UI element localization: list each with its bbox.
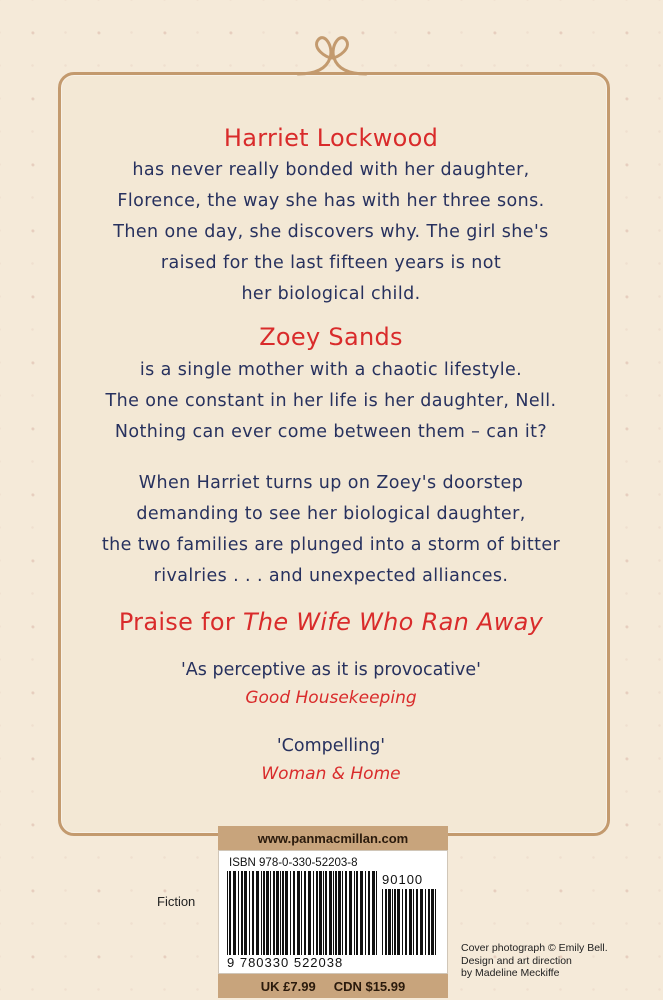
text-line: demanding to see her biological daughter, bbox=[136, 504, 526, 524]
barcode-bar bbox=[263, 871, 265, 955]
barcode-bar bbox=[280, 871, 281, 955]
isbn-text: ISBN 978-0-330-52203-8 bbox=[229, 857, 358, 869]
paragraph-harriet bbox=[58, 155, 604, 310]
barcode-bar bbox=[372, 871, 375, 955]
addon-barcode-bars bbox=[382, 889, 436, 955]
barcode-bar bbox=[431, 889, 434, 955]
text-line: her biological child. bbox=[241, 284, 421, 304]
barcode-bar bbox=[304, 871, 306, 955]
praise-quote-1 bbox=[58, 656, 604, 712]
barcode-bar bbox=[333, 871, 334, 955]
praise-heading-prefix: Praise for bbox=[118, 608, 243, 636]
barcode-bar bbox=[323, 871, 324, 955]
barcode-bar bbox=[392, 889, 393, 955]
barcode-bar bbox=[319, 871, 322, 955]
barcode-bar bbox=[293, 871, 295, 955]
credit-line: Cover photograph © Emily Bell. bbox=[461, 942, 608, 954]
text-line: raised for the last fifteen years is not bbox=[160, 253, 502, 273]
ribbon-loop-ornament bbox=[296, 18, 368, 84]
barcode-bar bbox=[349, 871, 352, 955]
barcode-bar bbox=[233, 871, 236, 955]
barcode-bar bbox=[285, 871, 288, 955]
barcode-bar bbox=[256, 871, 259, 955]
credit-line: Design and art direction bbox=[461, 954, 572, 967]
barcode-box bbox=[218, 850, 448, 974]
paragraph-plot bbox=[58, 468, 604, 592]
barcode-bar bbox=[368, 871, 370, 955]
text-line: Then one day, she discovers why. The girl she's bbox=[113, 222, 549, 242]
barcode-bar bbox=[402, 889, 403, 955]
price-code: 90100 bbox=[382, 872, 424, 887]
barcode-bar bbox=[241, 871, 243, 955]
genre-label: Fiction bbox=[157, 894, 196, 909]
barcode-bar bbox=[282, 871, 284, 955]
paragraph-zoey bbox=[58, 355, 604, 448]
barcode-block bbox=[218, 826, 448, 998]
barcode-bar bbox=[397, 889, 400, 955]
barcode-bar bbox=[335, 871, 337, 955]
price-cdn: CDN $15.99 bbox=[333, 978, 406, 994]
text-line: The one constant in her life is her daughter, Nell. bbox=[105, 391, 557, 411]
barcode-bar bbox=[301, 871, 302, 955]
text-line: has never really bonded with her daughter, bbox=[132, 160, 530, 180]
barcode-bar bbox=[360, 871, 363, 955]
barcode-bar bbox=[376, 871, 377, 955]
barcode-bar bbox=[316, 871, 318, 955]
barcode-bar bbox=[356, 871, 358, 955]
praise-quote-2 bbox=[58, 732, 604, 788]
publisher-url: www.panmacmillan.com bbox=[218, 826, 448, 850]
barcode-bar bbox=[229, 871, 231, 955]
text-line: the two families are plunged into a storm of bitter bbox=[101, 535, 561, 555]
price-band bbox=[218, 974, 448, 998]
barcode-bar bbox=[308, 871, 311, 955]
barcode-bar bbox=[413, 889, 414, 955]
barcode-bar bbox=[273, 871, 275, 955]
barcode-bar bbox=[416, 889, 418, 955]
barcode-bar bbox=[394, 889, 396, 955]
cover-credits bbox=[461, 942, 661, 980]
credit-line: by Madeline Meckiffe bbox=[461, 967, 560, 979]
praise-heading bbox=[58, 608, 604, 636]
text-line: Nothing can ever come between them – can it? bbox=[114, 422, 548, 442]
barcode-bar bbox=[365, 871, 366, 955]
barcode-bar bbox=[385, 889, 387, 955]
barcode-bar bbox=[249, 871, 250, 955]
barcode-bar bbox=[313, 871, 314, 955]
barcode-bar bbox=[290, 871, 291, 955]
heading-harriet: Harriet Lockwood bbox=[223, 124, 439, 152]
barcode-bar bbox=[325, 871, 327, 955]
barcode-bar bbox=[428, 889, 430, 955]
barcode-bar bbox=[409, 889, 412, 955]
barcode-bar bbox=[266, 871, 269, 955]
heading-zoey: Zoey Sands bbox=[259, 323, 403, 351]
barcode-bars bbox=[227, 871, 377, 955]
quote-source: Good Housekeeping bbox=[245, 688, 417, 708]
quote-text: 'Compelling' bbox=[276, 736, 386, 756]
text-line: is a single mother with a chaotic lifestyle. bbox=[139, 360, 523, 380]
barcode-bar bbox=[252, 871, 254, 955]
barcode-bar bbox=[270, 871, 271, 955]
barcode-bar bbox=[420, 889, 423, 955]
barcode-bar bbox=[244, 871, 247, 955]
text-line: rivalries . . . and unexpected alliances. bbox=[153, 566, 509, 586]
praise-book-title: The Wife Who Ran Away bbox=[242, 608, 544, 636]
barcode-bar bbox=[338, 871, 341, 955]
barcode-bar bbox=[261, 871, 262, 955]
barcode-bar bbox=[297, 871, 300, 955]
barcode-bar bbox=[227, 871, 228, 955]
barcode-bar bbox=[382, 889, 383, 955]
barcode-bar bbox=[425, 889, 426, 955]
text-line: When Harriet turns up on Zoey's doorstep bbox=[138, 473, 524, 493]
barcode-bar bbox=[276, 871, 279, 955]
price-uk: UK £7.99 bbox=[260, 978, 316, 994]
text-line: Florence, the way she has with her three sons. bbox=[117, 191, 545, 211]
barcode-bar bbox=[329, 871, 332, 955]
barcode-bar bbox=[388, 889, 391, 955]
barcode-bar bbox=[405, 889, 407, 955]
barcode-bar bbox=[354, 871, 355, 955]
barcode-bar bbox=[238, 871, 239, 955]
barcode-bar bbox=[435, 889, 436, 955]
barcode-bar bbox=[342, 871, 343, 955]
quote-text: 'As perceptive as it is provocative' bbox=[181, 660, 481, 680]
isbn-digits: 9 780330 522038 bbox=[227, 955, 344, 970]
quote-source: Woman & Home bbox=[261, 764, 401, 784]
barcode-bar bbox=[345, 871, 347, 955]
